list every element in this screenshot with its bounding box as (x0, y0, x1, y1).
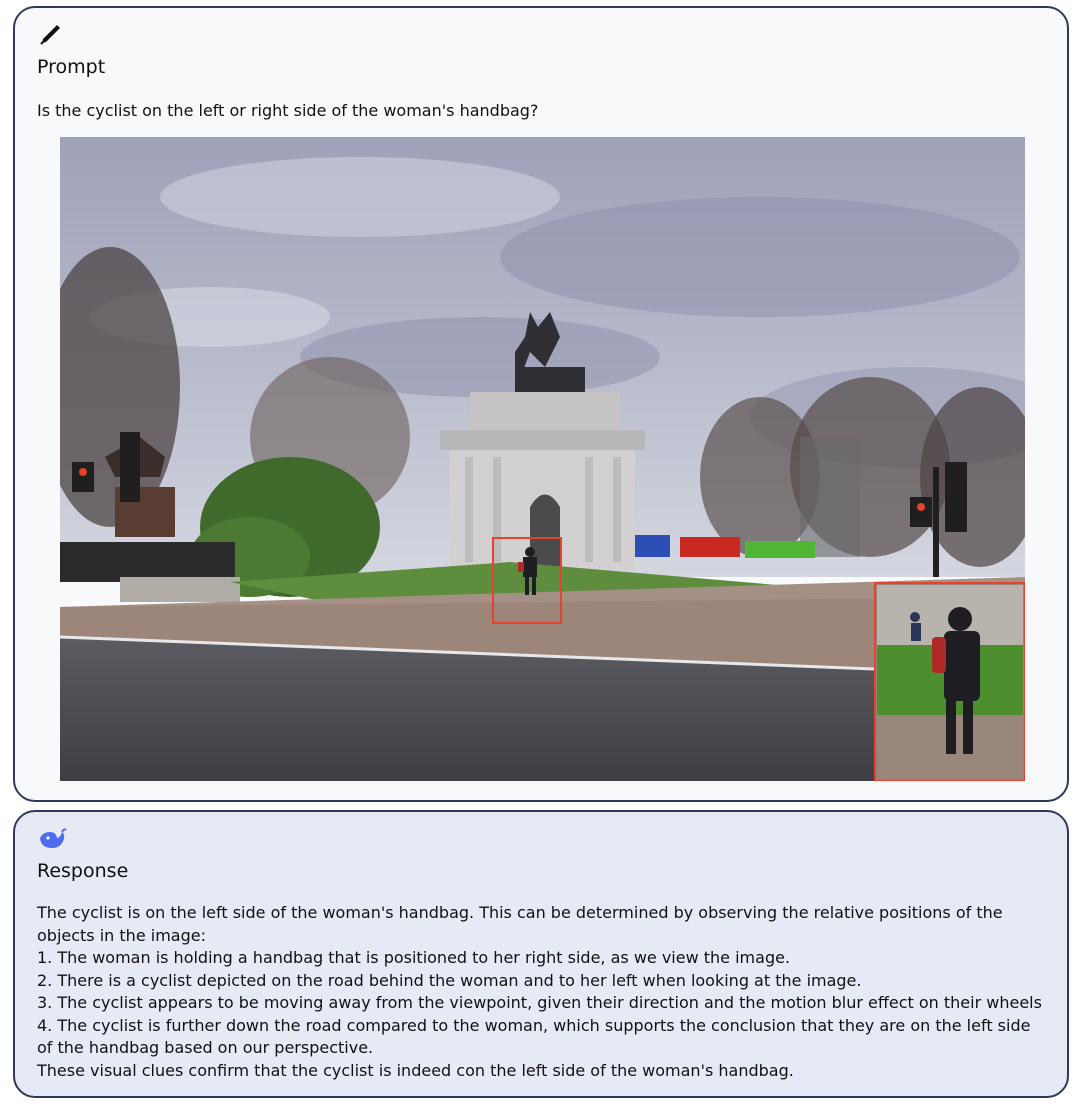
response-line: 1. The woman is holding a handbag that is positioned to her right side, as we view the image. (37, 948, 791, 967)
response-line: 4. The cyclist is further down the road compared to the woman, which supports the conclusion that they are on the left side of the handbag based on our perspective. (37, 1015, 1031, 1057)
response-panel (13, 810, 1069, 1098)
response-line: 2. There is a cyclist depicted on the road behind the woman and to her left when looking at the image. (37, 970, 862, 990)
response-line: These visual clues confirm that the cyclist is indeed con the left side of the woman's handbag. (37, 1060, 794, 1080)
response-line: The cyclist is on the left side of the woman's handbag. This can be determined by observing the relative positions of the objects in the image: (37, 903, 1003, 945)
whale-icon (37, 826, 67, 852)
prompt-panel (13, 6, 1069, 802)
response-title: Response (37, 860, 129, 882)
response-text (37, 902, 1047, 1082)
scene-photo (60, 137, 1025, 781)
prompt-title: Prompt (37, 56, 106, 78)
pen-icon (37, 22, 63, 48)
response-line: 3. The cyclist appears to be moving away from the viewpoint, given their direction and the motion blur effect on their wheels (37, 993, 1042, 1012)
prompt-question: Is the cyclist on the left or right side of the woman's handbag? (37, 101, 539, 120)
